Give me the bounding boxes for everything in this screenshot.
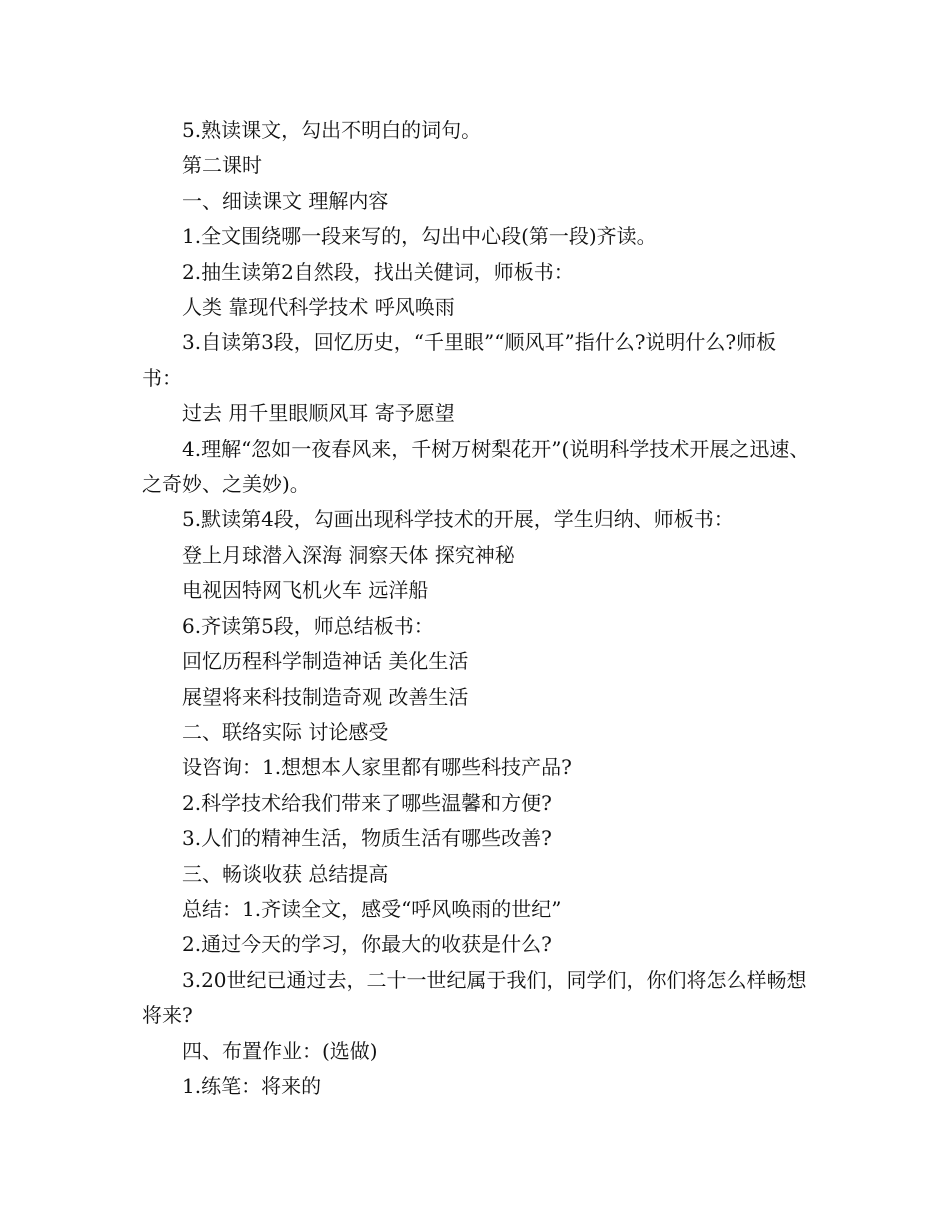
board-note-6: 展望将来科技制造奇观 改善生活 xyxy=(182,684,469,709)
paragraph-5: 2.抽生读第2自然段，找出关健词，师板书： xyxy=(182,259,574,284)
board-note-1: 人类 靠现代科学技术 呼风唤雨 xyxy=(182,295,455,320)
summary-2: 2.通过今天的学习，你最大的收获是什么? xyxy=(182,932,552,957)
document-body xyxy=(142,113,812,1104)
question-2: 2.科学技术给我们带来了哪些温馨和方便? xyxy=(182,790,552,815)
board-note-2: 过去 用千里眼顺风耳 寄予愿望 xyxy=(182,401,455,426)
paragraph-4: 1.全文围绕哪一段来写的，勾出中心段(第一段)齐读。 xyxy=(182,224,657,249)
section-heading-4: 四、布置作业：(选做) xyxy=(182,1038,378,1063)
section-heading-1: 一、细读课文 理解内容 xyxy=(182,188,389,213)
board-note-4: 电视因特网飞机火车 远洋船 xyxy=(182,578,429,603)
question-3: 3.人们的精神生活，物质生活有哪些改善? xyxy=(182,826,552,851)
summary-3: 3.20世纪已通过去，二十一世纪属于我们，同学们，你们将怎么样畅想将来? xyxy=(142,967,807,1028)
paragraph-10: 5.默读第4段，勾画出现科学技术的开展，学生归纳、师板书： xyxy=(182,507,734,532)
question-1: 设咨询：1.想想本人家里都有哪些科技产品? xyxy=(182,755,572,780)
paragraph-7: 3.自读第3段，回忆历史，“千里眼”“顺风耳”指什么?说明什么?师板书： xyxy=(142,330,777,390)
board-note-3: 登上月球潜入深海 洞察天体 探究神秘 xyxy=(182,542,515,567)
board-note-5: 回忆历程科学制造神话 美化生活 xyxy=(182,649,469,674)
lesson-heading: 第二课时 xyxy=(182,153,262,178)
section-heading-2: 二、联络实际 讨论感受 xyxy=(182,719,389,744)
paragraph-13: 6.齐读第5段，师总结板书： xyxy=(182,613,434,638)
section-heading-3: 三、畅谈收获 总结提高 xyxy=(182,861,389,886)
summary-1: 总结：1.齐读全文，感受“呼风唤雨的世纪” xyxy=(182,896,562,921)
homework-1: 1.练笔：将来的 xyxy=(182,1073,322,1098)
paragraph-1: 5.熟读课文，勾出不明白的词句。 xyxy=(182,118,482,142)
paragraph-9: 4.理解“忽如一夜春风来，千树万树梨花开”(说明科学技术开展之迅速、之奇妙、之美妙)。 xyxy=(142,436,810,497)
